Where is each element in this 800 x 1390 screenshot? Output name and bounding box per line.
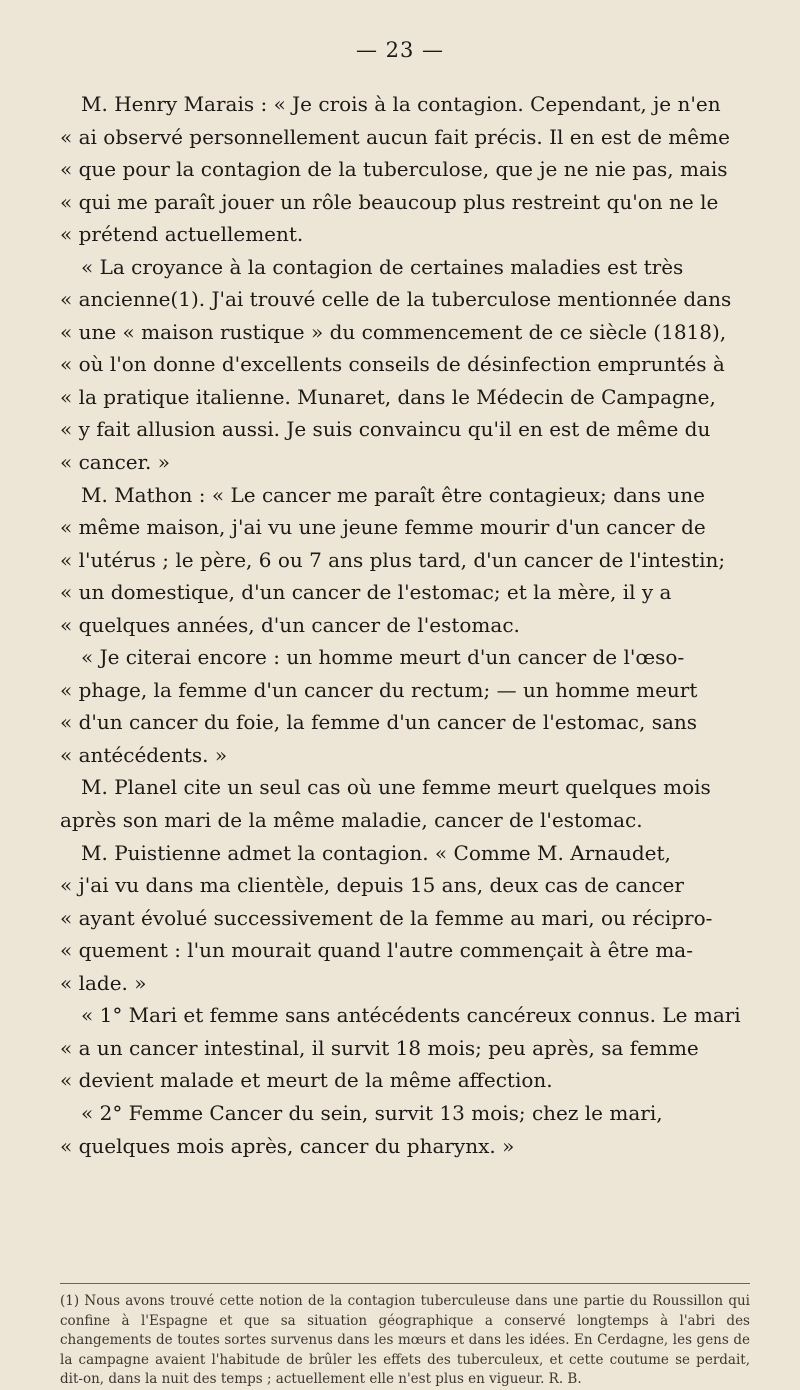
paragraph-planel [60, 771, 750, 836]
footnote-divider [60, 1283, 750, 1284]
text-line: M. Mathon : « Le cancer me paraît être contagieux; dans une [81, 482, 705, 507]
text-line: « phage, la femme d'un cancer du rectum; — un homme meurt [60, 677, 698, 702]
text-line: « l'utérus ; le père, 6 ou 7 ans plus tard, d'un cancer de l'intestin; [60, 547, 726, 572]
text-line: « la pratique italienne. Munaret, dans le Médecin de Campagne, [60, 384, 716, 409]
text-line: après son mari de la même maladie, cancer de l'estomac. [60, 808, 643, 833]
text-line: « antécédents. » [60, 742, 228, 767]
paragraph-citerai [60, 641, 750, 771]
text-line: « une « maison rustique » du commencement de ce siècle (1818), [60, 319, 727, 344]
text-line: M. Puistienne admet la contagion. « Comme M. Arnaudet, [81, 840, 671, 865]
text-line: M. Planel cite un seul cas où une femme meurt quelques mois [81, 775, 711, 800]
paragraph-croyance [60, 251, 750, 479]
paragraph-mathon [60, 479, 750, 642]
text-line: « Je citerai encore : un homme meurt d'un cancer de l'œso- [81, 645, 685, 670]
text-line: « a un cancer intestinal, il survit 18 mois; peu après, sa femme [60, 1035, 699, 1060]
text-line: « d'un cancer du foie, la femme d'un cancer de l'estomac, sans [60, 710, 698, 735]
text-line: « quement : l'un mourait quand l'autre commençait à être ma- [60, 938, 693, 963]
text-line: « prétend actuellement. [60, 222, 304, 247]
text-line: « ayant évolué successivement de la femme au mari, ou récipro- [60, 905, 713, 930]
text-line: « quelques années, d'un cancer de l'estomac. [60, 612, 520, 637]
main-text [60, 88, 750, 1162]
text-line: « y fait allusion aussi. Je suis convaincu qu'il en est de même du [60, 417, 711, 442]
text-line: « où l'on donne d'excellents conseils de désinfection empruntés à [60, 352, 725, 377]
text-line: « ancienne(1). J'ai trouvé celle de la tuberculose mentionnée dans [60, 287, 732, 312]
text-line: « que pour la contagion de la tuberculose, que je ne nie pas, mais [60, 157, 728, 182]
text-line: M. Henry Marais : « Je crois à la contagion. Cependant, je n'en [81, 92, 721, 116]
text-line: « 2° Femme Cancer du sein, survit 13 mois; chez le mari, [81, 1100, 663, 1125]
paragraph-puistienne [60, 837, 750, 1000]
text-line: « un domestique, d'un cancer de l'estomac; et la mère, il y a [60, 580, 672, 605]
footnote: (1) Nous avons trouvé cette notion de la contagion tuberculeuse dans une partie du Roussillon qui confine à l'Espagne et que sa situation géographique a conservé longtemps à l'abri des changements de toutes sortes survenus dans les mœurs et dans les idées. En Cerdagne, les gens de la campagne avaient l'habitude de brûler les effets des tuberculeux, et cette coutume se perdait, dit-on, dans la nuit des temps ; actuellement elle n'est plus en vigueur. R. B. [60, 1293, 750, 1387]
paragraph-marais [60, 88, 750, 251]
text-line: « 1° Mari et femme sans antécédents cancéreux connus. Le mari [81, 1003, 741, 1028]
text-line: « lade. » [60, 970, 147, 995]
text-line: « devient malade et meurt de la même affection. [60, 1068, 553, 1093]
page-number: — 23 — [355, 38, 445, 62]
text-line: « j'ai vu dans ma clientèle, depuis 15 ans, deux cas de cancer [60, 873, 684, 898]
text-line: « La croyance à la contagion de certaines maladies est très [81, 254, 684, 279]
text-line: « même maison, j'ai vu une jeune femme mourir d'un cancer de [60, 515, 706, 540]
paragraph-case-1 [60, 999, 750, 1097]
text-line: « qui me paraît jouer un rôle beaucoup plus restreint qu'on ne le [60, 189, 719, 214]
text-line: « ai observé personnellement aucun fait précis. Il en est de même [60, 124, 730, 149]
text-line: « quelques mois après, cancer du pharynx. » [60, 1133, 515, 1158]
paragraph-case-2 [60, 1097, 750, 1162]
text-line: « cancer. » [60, 450, 170, 475]
